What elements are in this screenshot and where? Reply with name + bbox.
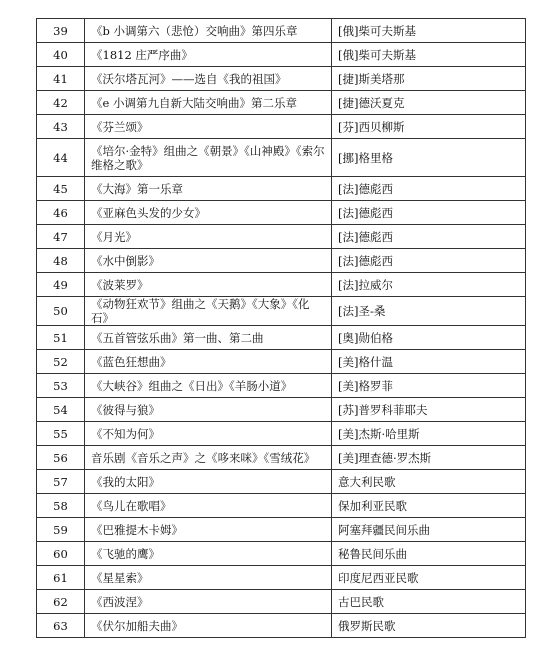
piece-title: 《伏尔加船夫曲》	[85, 614, 332, 638]
piece-title: 《大峡谷》组曲之《日出》《羊肠小道》	[85, 374, 332, 398]
row-number: 50	[37, 297, 85, 326]
composer-name: [美]格罗菲	[332, 374, 526, 398]
row-number: 51	[37, 326, 85, 350]
table-row	[37, 91, 526, 115]
row-number: 45	[37, 177, 85, 201]
table-row	[37, 614, 526, 638]
table-row	[37, 470, 526, 494]
table-row	[37, 446, 526, 470]
piece-title: 《培尔·金特》组曲之《朝景》《山神殿》《索尔维格之歌》	[85, 139, 332, 177]
piece-title: 《芬兰颂》	[85, 115, 332, 139]
table-row	[37, 139, 526, 177]
table-row	[37, 422, 526, 446]
piece-title: 《我的太阳》	[85, 470, 332, 494]
table-row	[37, 43, 526, 67]
composer-name: [法]圣-桑	[332, 297, 526, 326]
row-number: 61	[37, 566, 85, 590]
piece-title: 《五首管弦乐曲》第一曲、第二曲	[85, 326, 332, 350]
piece-title: 《巴雅提木卡姆》	[85, 518, 332, 542]
composer-name: [法]德彪西	[332, 177, 526, 201]
row-number: 40	[37, 43, 85, 67]
table-row	[37, 590, 526, 614]
row-number: 44	[37, 139, 85, 177]
piece-title: 《波莱罗》	[85, 273, 332, 297]
row-number: 54	[37, 398, 85, 422]
piece-title: 音乐剧《音乐之声》之《哆来咪》《雪绒花》	[85, 446, 332, 470]
row-number: 53	[37, 374, 85, 398]
row-number: 41	[37, 67, 85, 91]
table-row	[37, 398, 526, 422]
composer-name: 印度尼西亚民歌	[332, 566, 526, 590]
row-number: 55	[37, 422, 85, 446]
composer-name: [芬]西贝柳斯	[332, 115, 526, 139]
composer-name: 俄罗斯民歌	[332, 614, 526, 638]
row-number: 47	[37, 225, 85, 249]
piece-title: 《彼得与狼》	[85, 398, 332, 422]
piece-title: 《动物狂欢节》组曲之《天鹅》《大象》《化石》	[85, 297, 332, 326]
composer-name: 秘鲁民间乐曲	[332, 542, 526, 566]
piece-title: 《蓝色狂想曲》	[85, 350, 332, 374]
row-number: 63	[37, 614, 85, 638]
table-row	[37, 19, 526, 43]
row-number: 58	[37, 494, 85, 518]
table-row	[37, 297, 526, 326]
piece-title: 《1812 庄严序曲》	[85, 43, 332, 67]
piece-title: 《e 小调第九自新大陆交响曲》第二乐章	[85, 91, 332, 115]
composer-name: [美]理查德·罗杰斯	[332, 446, 526, 470]
composer-name: [苏]普罗科菲耶夫	[332, 398, 526, 422]
composer-name: [法]德彪西	[332, 249, 526, 273]
row-number: 60	[37, 542, 85, 566]
composer-name: [美]杰斯·哈里斯	[332, 422, 526, 446]
row-number: 52	[37, 350, 85, 374]
composer-name: 保加利亚民歌	[332, 494, 526, 518]
table-row	[37, 225, 526, 249]
piece-title: 《星星索》	[85, 566, 332, 590]
row-number: 56	[37, 446, 85, 470]
table-row	[37, 494, 526, 518]
table-row	[37, 201, 526, 225]
table-row	[37, 115, 526, 139]
music-list-body	[37, 19, 526, 638]
composer-name: [俄]柴可夫斯基	[332, 43, 526, 67]
row-number: 57	[37, 470, 85, 494]
composer-name: 意大利民歌	[332, 470, 526, 494]
composer-name: 古巴民歌	[332, 590, 526, 614]
row-number: 49	[37, 273, 85, 297]
piece-title: 《大海》第一乐章	[85, 177, 332, 201]
composer-name: [奥]勋伯格	[332, 326, 526, 350]
composer-name: [法]德彪西	[332, 201, 526, 225]
composer-name: 阿塞拜疆民间乐曲	[332, 518, 526, 542]
row-number: 42	[37, 91, 85, 115]
table-row	[37, 67, 526, 91]
composer-name: [捷]德沃夏克	[332, 91, 526, 115]
composer-name: [俄]柴可夫斯基	[332, 19, 526, 43]
piece-title: 《西波涅》	[85, 590, 332, 614]
table-row	[37, 249, 526, 273]
composer-name: [捷]斯美塔那	[332, 67, 526, 91]
row-number: 39	[37, 19, 85, 43]
composer-name: [法]德彪西	[332, 225, 526, 249]
piece-title: 《月光》	[85, 225, 332, 249]
composer-name: [法]拉威尔	[332, 273, 526, 297]
table-row	[37, 374, 526, 398]
music-list-table	[36, 18, 526, 638]
row-number: 48	[37, 249, 85, 273]
piece-title: 《鸟儿在歌唱》	[85, 494, 332, 518]
piece-title: 《沃尔塔瓦河》——选自《我的祖国》	[85, 67, 332, 91]
piece-title: 《不知为何》	[85, 422, 332, 446]
table-row	[37, 566, 526, 590]
composer-name: [美]格什温	[332, 350, 526, 374]
table-row	[37, 326, 526, 350]
table-row	[37, 350, 526, 374]
composer-name: [挪]格里格	[332, 139, 526, 177]
table-row	[37, 177, 526, 201]
row-number: 59	[37, 518, 85, 542]
table-row	[37, 518, 526, 542]
piece-title: 《飞驰的鹰》	[85, 542, 332, 566]
row-number: 43	[37, 115, 85, 139]
table-row	[37, 542, 526, 566]
row-number: 46	[37, 201, 85, 225]
piece-title: 《亚麻色头发的少女》	[85, 201, 332, 225]
table-row	[37, 273, 526, 297]
row-number: 62	[37, 590, 85, 614]
piece-title: 《b 小调第六（悲怆）交响曲》第四乐章	[85, 19, 332, 43]
piece-title: 《水中倒影》	[85, 249, 332, 273]
